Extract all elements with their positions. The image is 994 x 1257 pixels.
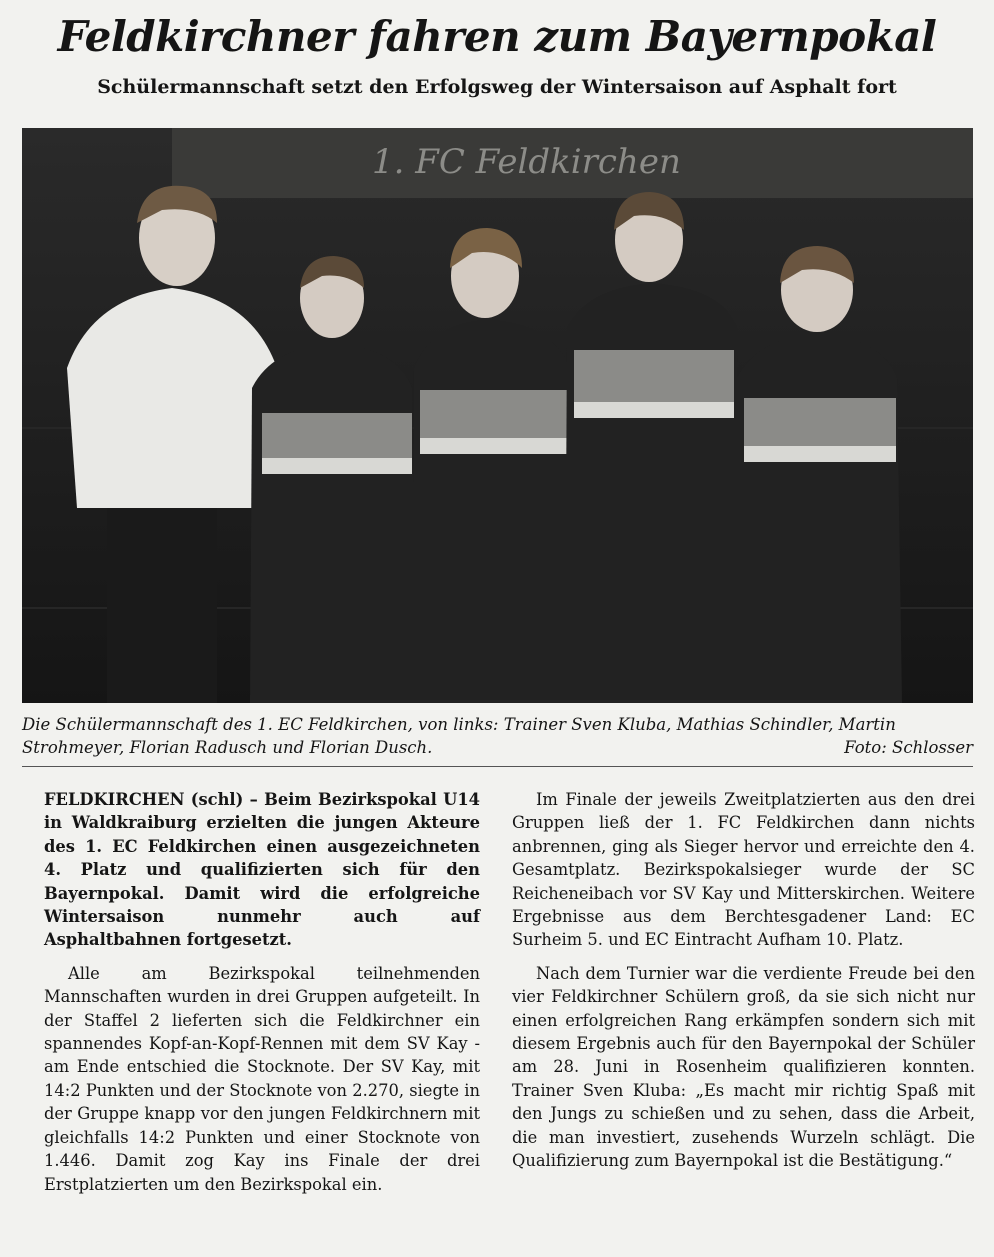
headline: Feldkirchner fahren zum Bayernpokal [57,12,937,61]
subheadline: Schülermannschaft setzt den Erfolgsweg der Wintersaison auf Asphalt fort [97,76,897,98]
column-left [44,788,480,1206]
photo-caption [22,713,973,759]
body-paragraph: Alle am Bezirkspokal teilnehmenden Mannschaften wurden in drei Gruppen aufgeteilt. In der Staffel 2 lieferten sich die Feldkirchner ein spannendes Kopf-an-Kopf-Rennen mit dem SV Kay - am Ende entschied die Stocknote. Der SV Kay, mit 14:2 Punkten und der Stocknote von 2.270, siegte in der Gruppe knapp vor den jungen Feldkirchnern mit gleichfalls 14:2 Punkten und einer Stocknote von 1.446. Damit zog Kay ins Finale der drei Erstplatzierten um den Bezirkspokal ein. [44,963,480,1194]
photo-credit: Foto: Schlosser [844,738,973,757]
divider [22,766,973,767]
caption-text: Die Schülermannschaft des 1. EC Feldkirchen, von links: Trainer Sven Kluba, Mathias Schindler, Martin Strohmeyer, Florian Radusch und Florian Dusch. [22,715,896,757]
lead-paragraph: FELDKIRCHEN (schl) – Beim Bezirkspokal U14 in Waldkraiburg erzielten die jungen Akteure des 1. EC Feldkirchen einen ausgezeichneten 4. Platz und qualifizierten sich für den Bayernpokal. Damit wird die erfolgreiche Wintersaison nunmehr auch auf Asphaltbahnen fortgesetzt. [44,790,480,950]
column-right [512,788,975,1183]
team-photo [22,128,973,703]
team-photo-illustration [22,128,973,703]
banner-text: 1. FC Feldkirchen [372,142,681,182]
body-paragraph: Im Finale der jeweils Zweitplatzierten aus den drei Gruppen ließ der 1. FC Feldkirchen dann nichts anbrennen, ging als Sieger hervor und erreichte den 4. Gesamtplatz. Bezirkspokalsieger wurde der SC Reicheneibach vor SV Kay und Mitterskirchen. Weitere Ergebnisse aus dem Berchtesgadener Land: EC Surheim 5. und EC Eintracht Aufham 10. Platz. [512,790,975,950]
body-paragraph: Nach dem Turnier war die verdiente Freude bei den vier Feldkirchner Schülern groß, da sie sich nicht nur einen erfolgreichen Rang erkämpfen sondern sich mit diesem Ergebnis auch für den Bayernpokal der Schüler am 28. Juni in Rosenheim qualifizieren konnten. Trainer Sven Kluba: „Es macht mir richtig Spaß mit den Jungs zu schießen und zu sehen, dass die Arbeit, die man investiert, zusehends Wurzeln schlägt. Die Qualifizierung zum Bayernpokal ist die Bestätigung.“ [512,963,975,1171]
